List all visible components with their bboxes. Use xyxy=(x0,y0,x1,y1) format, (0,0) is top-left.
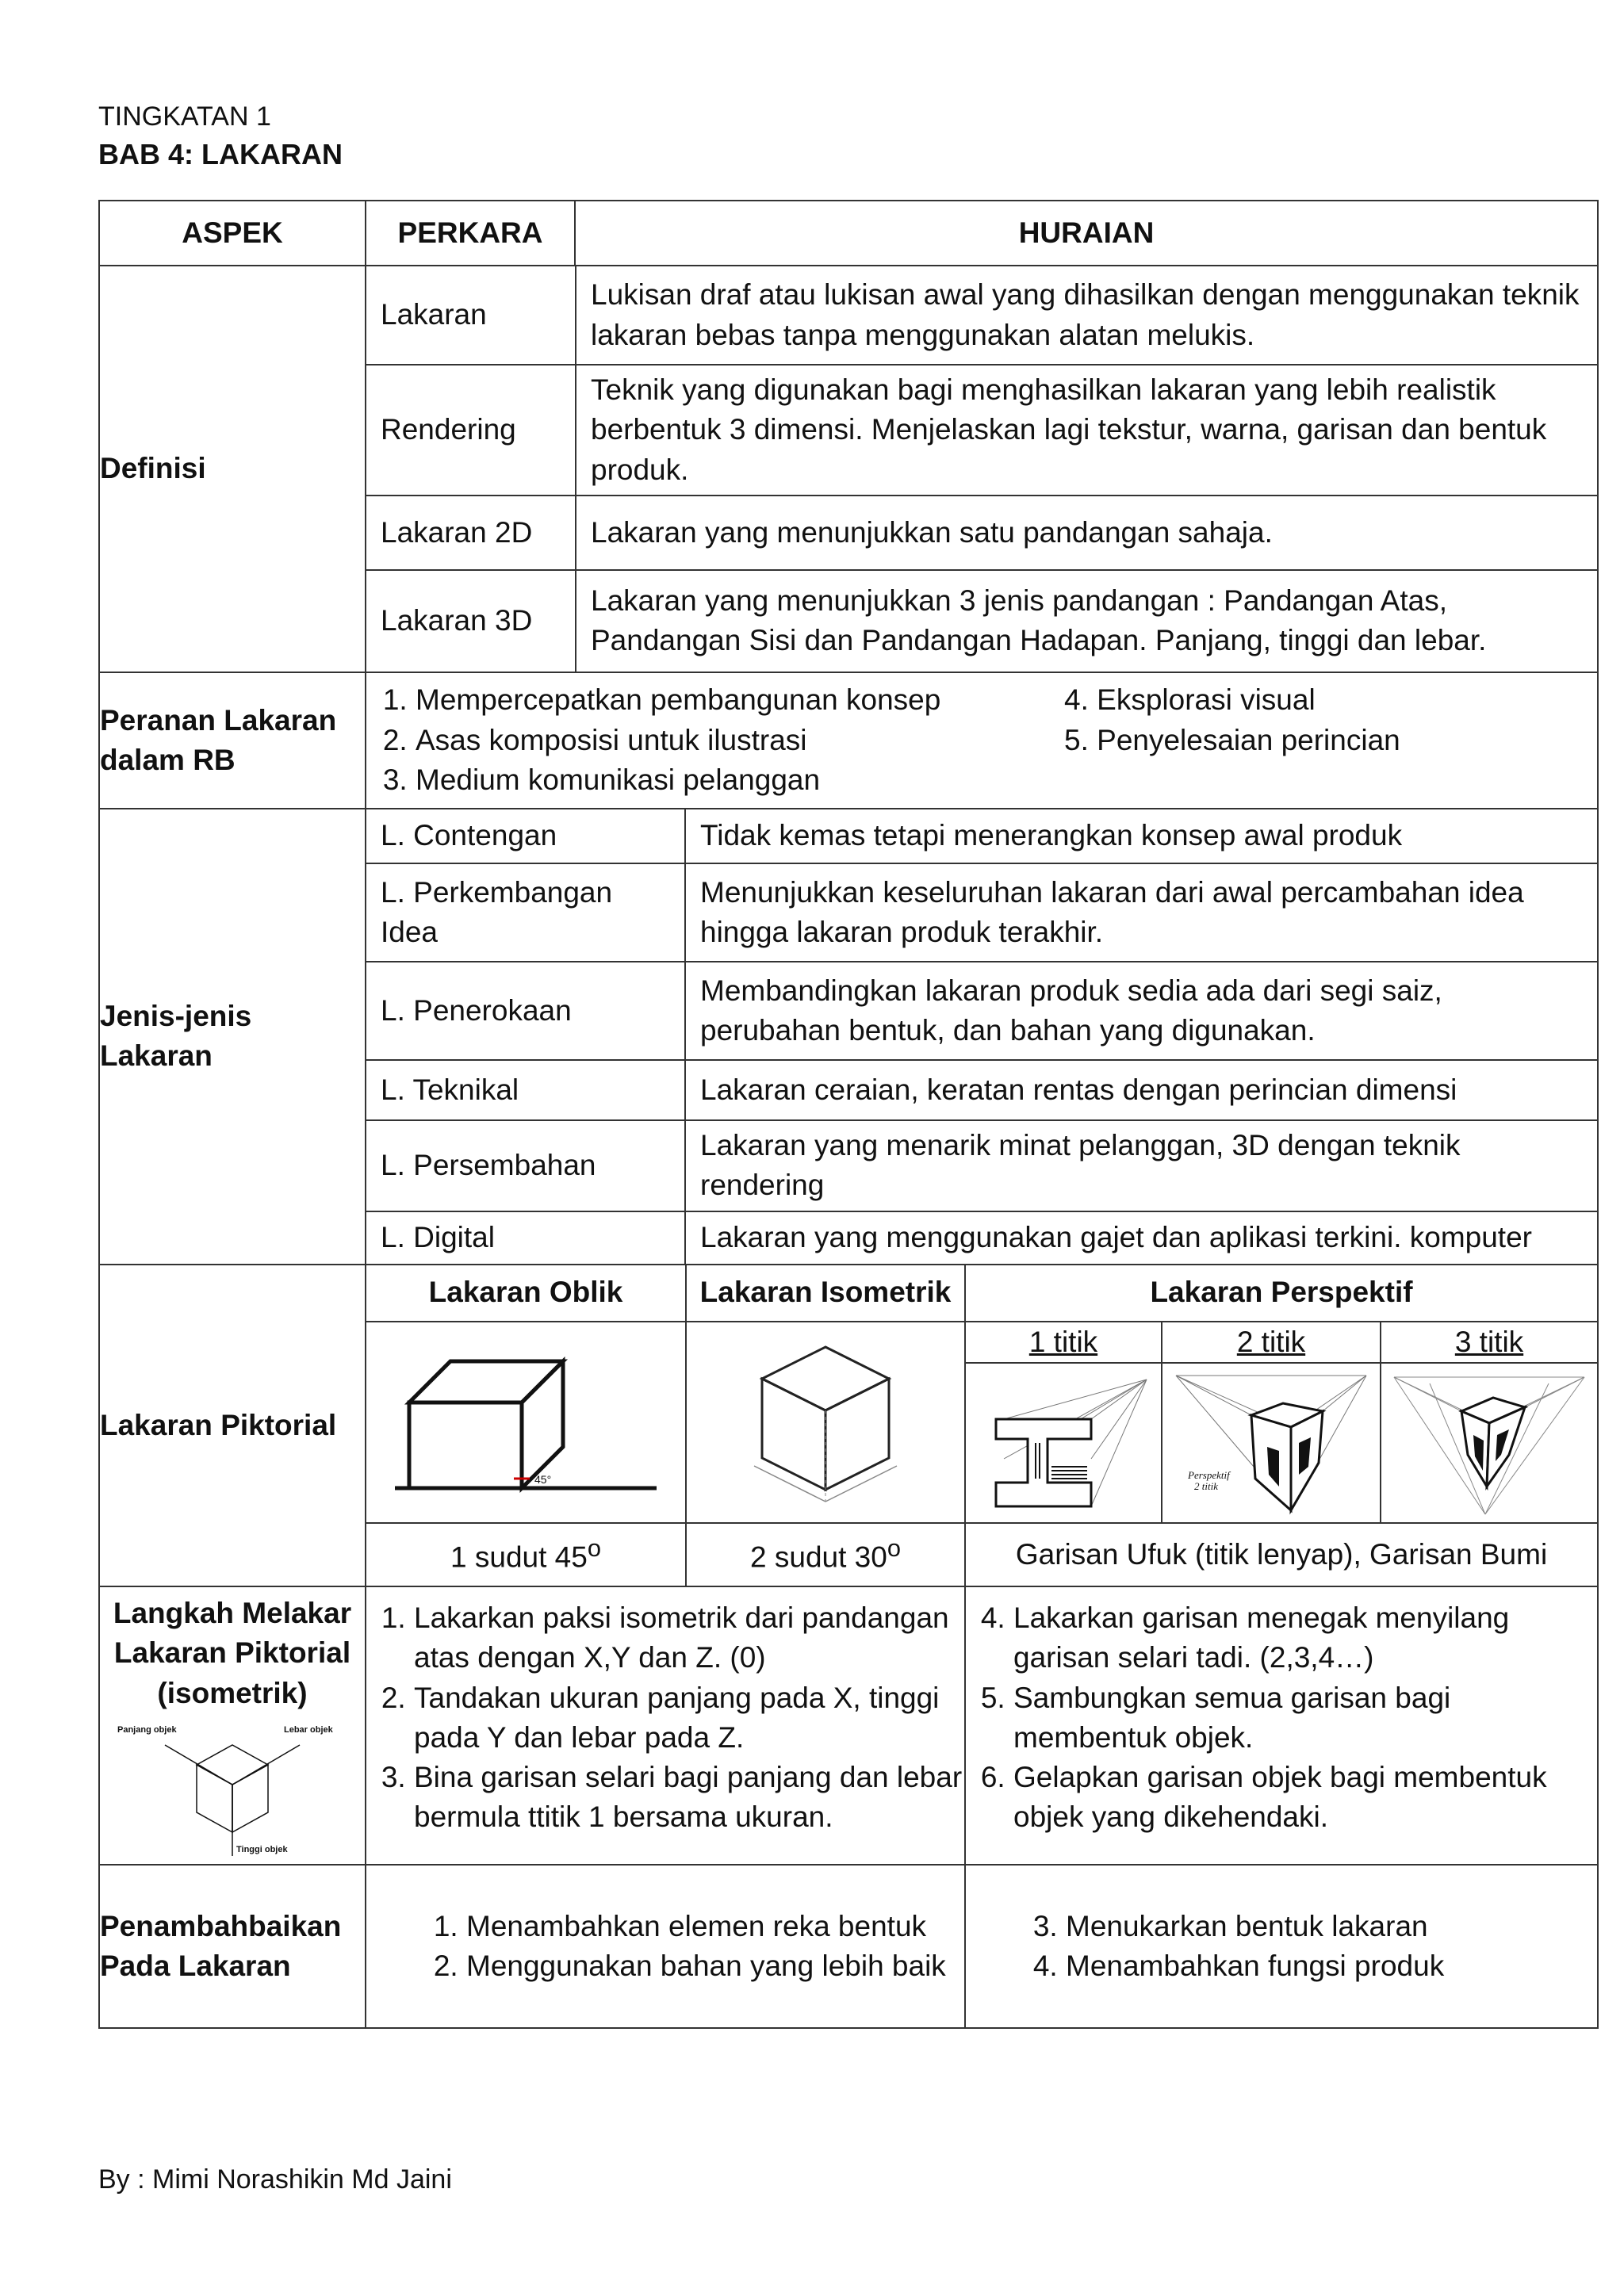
table-header-row xyxy=(99,201,1598,266)
peranan-content xyxy=(366,672,1598,809)
piktorial-head-row xyxy=(99,1265,1598,1322)
isometric-axes-diagram xyxy=(117,1721,347,1864)
langkah-row xyxy=(99,1586,1598,1865)
aspect-langkah xyxy=(99,1586,366,1865)
isometrik-image-cell xyxy=(686,1322,965,1523)
huraian-cell: Lakaran yang menunjukkan satu pandangan sahaja. xyxy=(576,496,1597,570)
huraian-cell: Membandingkan lakaran produk sedia ada dari segi saiz, perubahan bentuk, dan bahan yang digunakan. xyxy=(685,962,1597,1060)
perspektif-3-image-cell xyxy=(1381,1363,1598,1523)
oblik-caption-text: 1 sudut 45 xyxy=(450,1540,588,1574)
peranan-row xyxy=(99,672,1598,809)
perkara-cell: Lakaran 3D xyxy=(366,570,576,672)
table-row xyxy=(366,1120,1597,1211)
list-item: 2. Tandakan ukuran panjang pada X, tinggi pada Y dan lebar pada Z. xyxy=(414,1678,964,1758)
list-item: 2. Menggunakan bahan yang lebih baik xyxy=(466,1946,964,1986)
huraian-cell: Lakaran ceraian, keratan rentas dengan perincian dimensi xyxy=(685,1060,1597,1120)
penambahbaikan-row xyxy=(99,1865,1598,2028)
definisi-content xyxy=(366,266,1598,672)
table-row xyxy=(366,1060,1597,1120)
list-item: 5. Sambungkan semua garisan bagi membentuk objek. xyxy=(1013,1678,1597,1758)
table-row xyxy=(366,1211,1597,1264)
titik-2-label: 2 titik xyxy=(1162,1322,1381,1363)
jenis-row xyxy=(99,809,1598,1265)
definisi-row xyxy=(99,266,1598,672)
list-item: 3. Bina garisan selari bagi panjang dan lebar bermula ttitik 1 bersama ukuran. xyxy=(414,1758,964,1838)
perkara-cell: Lakaran xyxy=(366,266,576,365)
summary-table xyxy=(98,200,1599,2029)
list-item: 1. Lakarkan paksi isometrik dari pandangan atas dengan X,Y dan Z. (0) xyxy=(414,1598,964,1678)
list-item: 3. Menukarkan bentuk lakaran xyxy=(1066,1907,1597,1946)
list-item: 4. Menambahkan fungsi produk xyxy=(1066,1946,1597,1986)
huraian-cell: Tidak kemas tetapi menerangkan konsep awal produk xyxy=(685,809,1597,863)
oblik-header: Lakaran Oblik xyxy=(366,1265,686,1322)
aspect-jenis: Jenis-jenis Lakaran xyxy=(99,809,366,1265)
col-header-perkara: PERKARA xyxy=(366,201,575,266)
angle-label: 45° xyxy=(534,1472,552,1486)
huraian-cell: Lakaran yang menggunakan gajet dan aplikasi terkini. komputer xyxy=(700,1220,1532,1253)
perkara-cell: Rendering xyxy=(366,365,576,496)
perkara-cell: L. Penerokaan xyxy=(366,962,685,1060)
list-item: 1. Mempercepatkan pembangunan konsep xyxy=(416,680,1064,720)
chapter-title: BAB 4: LAKARAN xyxy=(98,138,343,170)
perspektif-header: Lakaran Perspektif xyxy=(965,1265,1598,1322)
col-header-aspek: ASPEK xyxy=(99,201,366,266)
isometric-cube-drawing xyxy=(746,1339,905,1506)
perspektif-2-image-cell xyxy=(1162,1363,1381,1523)
one-point-perspective-drawing xyxy=(972,1372,1155,1514)
list-item: 3. Medium komunikasi pelanggan xyxy=(416,760,1064,800)
isometrik-caption xyxy=(686,1523,965,1586)
perkara-cell: L. Persembahan xyxy=(366,1120,685,1211)
degree-mark: o xyxy=(887,1534,901,1563)
huraian-cell: Lakaran yang menunjukkan 3 jenis pandangan : Pandangan Atas, Pandangan Sisi dan Pandangan Hadapan. Panjang, tinggi dan lebar. xyxy=(591,584,1487,657)
panjang-label: Panjang objek xyxy=(117,1724,177,1735)
perkara-cell: L. Contengan xyxy=(366,809,685,863)
aspect-penambahbaikan: Penambahbaikan Pada Lakaran xyxy=(99,1865,366,2028)
huraian-cell: Lukisan draf atau lukisan awal yang dihasilkan dengan menggunakan teknik lakaran bebas tanpa menggunakan alatan melukis. xyxy=(576,266,1597,365)
huraian-cell: Menunjukkan keseluruhan lakaran dari awal percambahan idea hingga lakaran produk terakhir. xyxy=(685,863,1597,962)
aspect-piktorial: Lakaran Piktorial xyxy=(99,1265,366,1586)
langkah-left xyxy=(366,1586,965,1865)
three-point-perspective-drawing xyxy=(1390,1368,1588,1518)
table-row xyxy=(366,496,1597,570)
table-row xyxy=(366,809,1597,863)
oblik-caption xyxy=(366,1523,686,1586)
penambahbaikan-left xyxy=(366,1865,965,2028)
table-row xyxy=(366,962,1597,1060)
aspect-peranan: Peranan Lakaran dalam RB xyxy=(99,672,366,809)
list-item: 2. Asas komposisi untuk ilustrasi xyxy=(416,721,1064,760)
perkara-cell: L. Digital xyxy=(366,1211,685,1264)
langkah-title: Langkah Melakar Lakaran Piktorial (isometrik) xyxy=(113,1596,352,1709)
author-footer: By : Mimi Norashikin Md Jaini xyxy=(98,2164,452,2195)
isometrik-caption-text: 2 sudut 30 xyxy=(750,1540,887,1574)
two-point-perspective-drawing xyxy=(1172,1368,1370,1518)
col-header-huraian: HURAIAN xyxy=(575,201,1598,266)
oblik-image-cell xyxy=(366,1322,686,1523)
list-item: 6. Gelapkan garisan objek bagi membentuk objek yang dikehendaki. xyxy=(1013,1758,1597,1838)
huraian-cell: Lakaran yang menarik minat pelanggan, 3D dengan teknik rendering xyxy=(685,1120,1597,1211)
perkara-cell: L. Perkembangan Idea xyxy=(366,863,685,962)
isometrik-header: Lakaran Isometrik xyxy=(686,1265,965,1322)
table-row xyxy=(366,266,1597,365)
langkah-right xyxy=(965,1586,1598,1865)
degree-mark: o xyxy=(587,1534,601,1563)
table-row xyxy=(366,365,1597,496)
level-heading: TINGKATAN 1 xyxy=(98,101,271,132)
perspektif-label: Perspektif xyxy=(1188,1468,1230,1481)
perspektif-caption: Garisan Ufuk (titik lenyap), Garisan Bumi xyxy=(965,1523,1598,1586)
list-item: 1. Menambahkan elemen reka bentuk xyxy=(466,1907,964,1946)
perkara-cell: Lakaran 2D xyxy=(366,496,576,570)
table-row xyxy=(366,570,1597,672)
penambahbaikan-right xyxy=(965,1865,1598,2028)
titik-1-label: 1 titik xyxy=(965,1322,1162,1363)
huraian-cell: Teknik yang digunakan bagi menghasilkan lakaran yang lebih realistik berbentuk 3 dimensi. Menjelaskan lagi tekstur, warna, garisan dan bentuk produk. xyxy=(576,365,1597,496)
list-item: 4. Eksplorasi visual xyxy=(1064,683,1316,717)
perspektif-label: 2 titik xyxy=(1194,1479,1218,1492)
perkara-cell: L. Teknikal xyxy=(366,1060,685,1120)
tinggi-label: Tinggi objek xyxy=(236,1844,288,1854)
list-item: 4. Lakarkan garisan menegak menyilang garisan selari tadi. (2,3,4…) xyxy=(1013,1598,1597,1678)
jenis-content xyxy=(366,809,1598,1265)
titik-3-label: 3 titik xyxy=(1381,1322,1598,1363)
oblik-box-drawing xyxy=(395,1347,657,1498)
aspect-definisi: Definisi xyxy=(99,266,366,672)
table-row xyxy=(366,863,1597,962)
lebar-label: Lebar objek xyxy=(284,1724,333,1735)
perspektif-1-image-cell xyxy=(965,1363,1162,1523)
list-item: 5. Penyelesaian perincian xyxy=(1064,723,1400,756)
